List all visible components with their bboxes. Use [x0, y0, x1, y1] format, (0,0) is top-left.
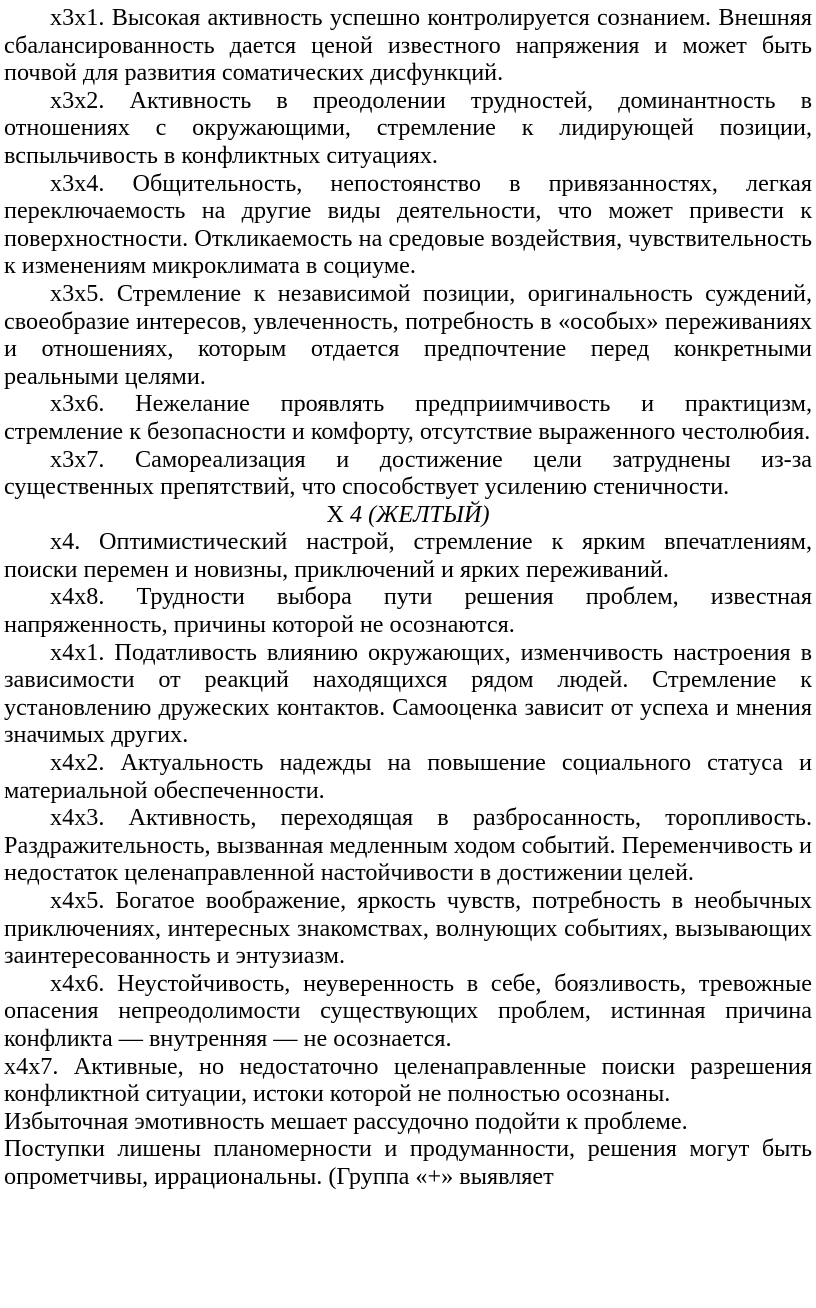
paragraph-x4x1: х4х1. Податливость влиянию окружающих, изменчивость настроения в зависимости от реакций находящихся рядом людей. Стремление к установлению дружеских контактов. Самооценка зависит от успеха и мнения значимых других.: [4, 638, 812, 749]
paragraph-actions: Поступки лишены планомерности и продуманности, решения могут быть опрометчивы, иррациональны. (Группа «+» выявляет: [4, 1135, 812, 1190]
heading-prefix: Х: [326, 500, 350, 528]
paragraph-x4x2: х4х2. Актуальность надежды на повышение социального статуса и материальной обеспеченности.: [4, 749, 812, 804]
paragraph-x4: х4. Оптимистический настрой, стремление к ярким впечатлениям, поиски перемен и новизны, приключений и ярких переживаний.: [4, 528, 812, 583]
paragraph-emotivity: Избыточная эмотивность мешает рассудочно подойти к проблеме.: [4, 1107, 688, 1135]
paragraph-x3x4: х3х4. Общительность, непостоянство в привязанностях, легкая переключаемость на другие виды деятельности, что может привести к поверхностности. Откликаемость на средовые воздействия, чувствительность к изменениям микроклимата в социуме.: [4, 169, 812, 280]
paragraph-x4x6: х4х6. Неустойчивость, неуверенность в себе, боязливость, тревожные опасения непреодолимости существующих проблем, истинная причина конфликта — внутренняя — не осознается.: [4, 969, 812, 1052]
paragraph-x3x7: х3х7. Самореализация и достижение цели затруднены из-за существенных препятствий, что способствует усилению стеничности.: [4, 445, 812, 501]
paragraph-x3x5: х3х5. Стремление к независимой позиции, оригинальность суждений, своеобразие интересов, увлеченность, потребность в «особых» переживаниях и отношениях, которым отдается предпочтение перед конкретными реальными целями.: [4, 279, 812, 390]
paragraph-x4x7: х4х7. Активные, но недостаточно целенаправленные поиски разрешения конфликтной ситуации, истоки которой не полностью осознаны.: [4, 1052, 812, 1108]
paragraph-x3x2: х3х2. Активность в преодолении трудностей, доминантность в отношениях с окружающими, стремление к лидирующей позиции, вспыльчивость в конфликтных ситуациях.: [4, 86, 812, 169]
paragraph-x3x1: х3х1. Высокая активность успешно контролируется сознанием. Внешняя сбалансированность дается ценой известного напряжения и может быть почвой для развития соматических дисфункций.: [4, 4, 812, 87]
heading-italic-label: 4 (ЖЕЛТЫЙ): [349, 500, 490, 528]
section-heading-x4-yellow: [4, 501, 812, 529]
paragraph-x3x6: х3х6. Нежелание проявлять предприимчивость и практицизм, стремление к безопасности и комфорту, отсутствие выраженного честолюбия.: [4, 390, 812, 445]
paragraph-x4x5: х4х5. Богатое воображение, яркость чувств, потребность в необычных приключениях, интересных знакомствах, волнующих событиях, вызывающих заинтересованность и энтузиазм.: [4, 887, 812, 970]
paragraph-x4x8: х4х8. Трудности выбора пути решения проблем, известная напряженность, причины которой не осознаются.: [4, 583, 812, 639]
paragraph-x4x3: х4х3. Активность, переходящая в разбросанность, торопливость. Раздражительность, вызванная медленным ходом событий. Переменчивость и недостаток целенаправленной настойчивости в достижении целей.: [4, 804, 812, 887]
